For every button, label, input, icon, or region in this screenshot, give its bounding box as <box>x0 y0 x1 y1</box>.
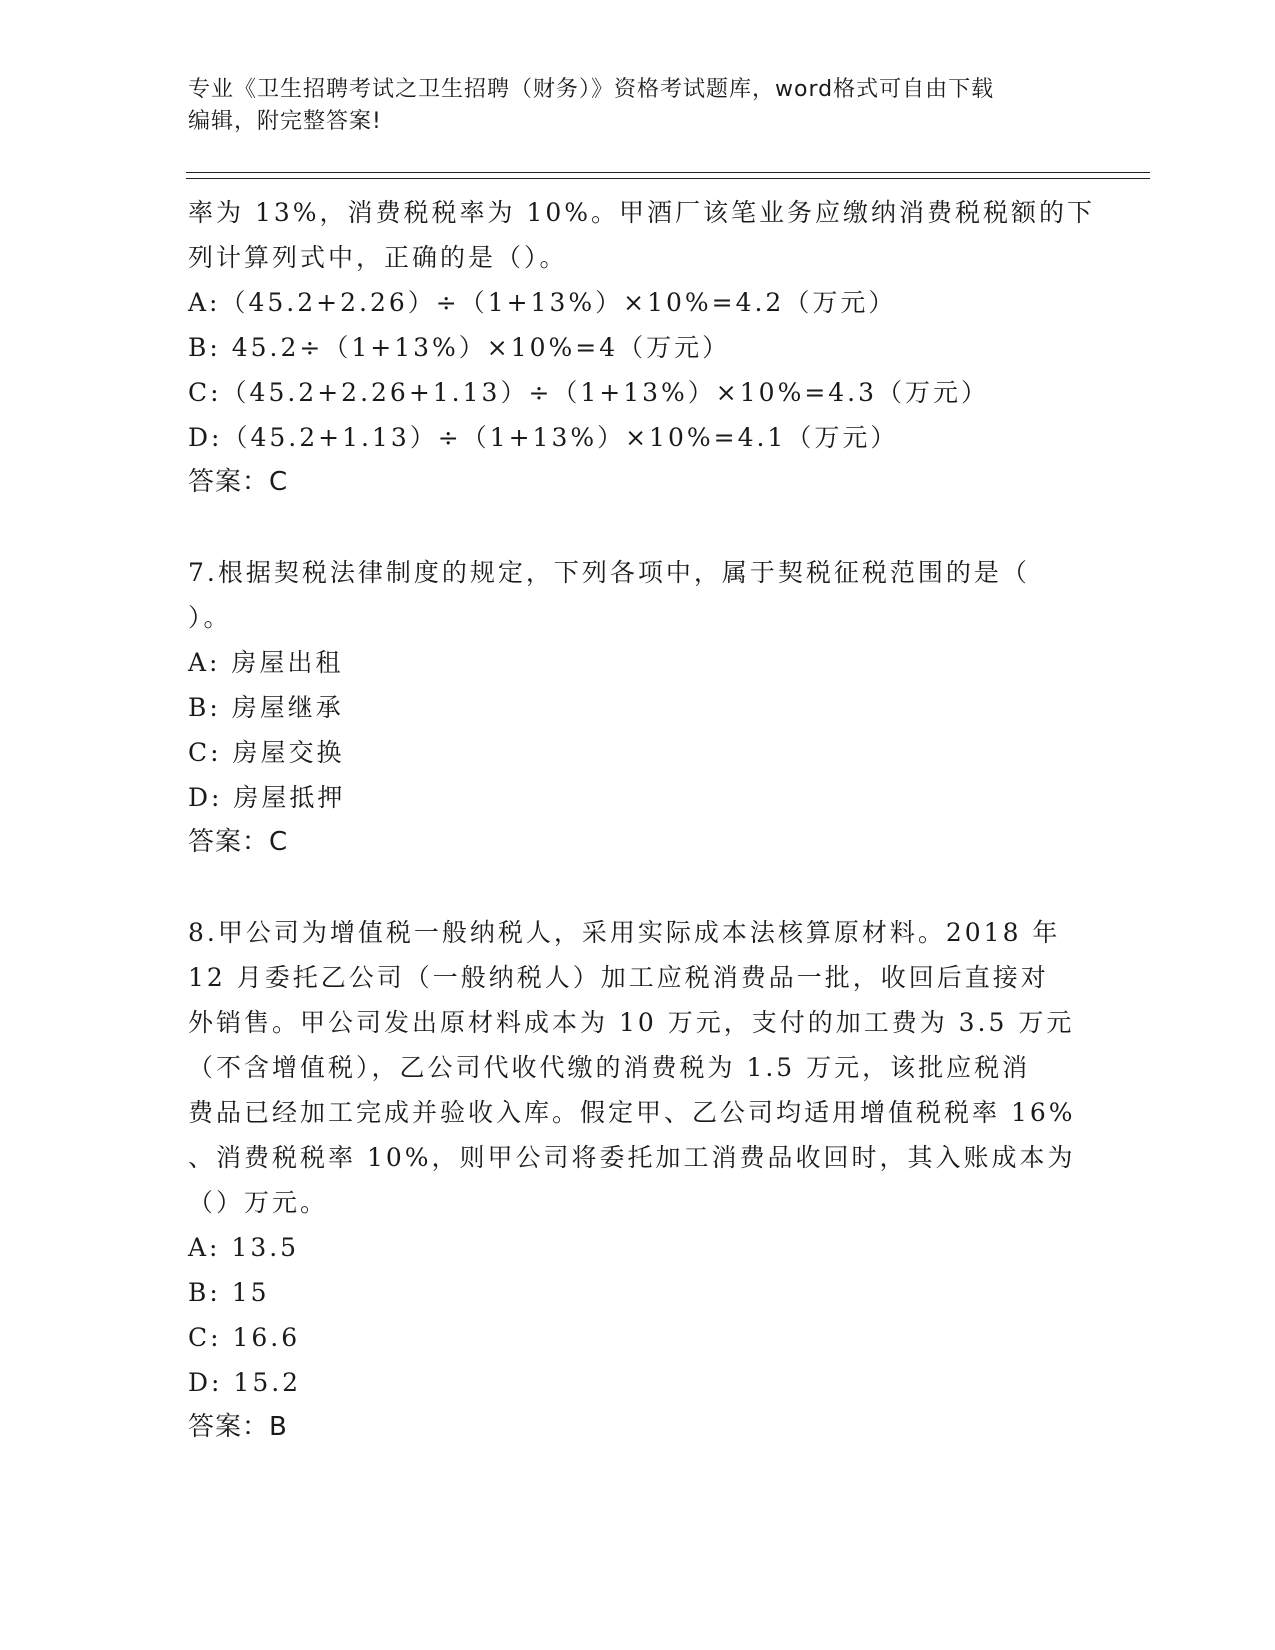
option-b: B: 15 <box>188 1278 270 1307</box>
option-b: B: 45.2÷（1+13%）×10%=4（万元） <box>188 333 731 362</box>
question-stem-line: 外销售。甲公司发出原材料成本为 10 万元，支付的加工费为 3.5 万元 <box>188 1008 1075 1037</box>
header-divider-bottom <box>186 178 1150 179</box>
question-stem-line: 、消费税税率 10%，则甲公司将委托加工消费品收回时，其入账成本为 <box>188 1143 1076 1172</box>
option-a: A: 13.5 <box>188 1233 300 1262</box>
question-stem-line: 列计算列式中，正确的是（）。 <box>188 243 568 272</box>
option-b: B: 房屋继承 <box>188 693 344 722</box>
answer-line: 答案：C <box>188 827 289 857</box>
answer-line: 答案：C <box>188 467 289 497</box>
question-stem-line: 率为 13%，消费税税率为 10%。甲酒厂该笔业务应缴纳消费税税额的下 <box>188 198 1096 227</box>
question-stem-line: （）万元。 <box>188 1188 329 1217</box>
document-header <box>188 74 1088 138</box>
question-stem-line: 费品已经加工完成并验收入库。假定甲、乙公司均适用增值税税率 16% <box>188 1098 1076 1127</box>
spacer <box>188 865 1088 910</box>
header-divider-top <box>186 172 1150 173</box>
option-a: A:（45.2+2.26）÷（1+13%）×10%=4.2（万元） <box>188 288 897 317</box>
question-stem-line: 12 月委托乙公司（一般纳税人）加工应税消费品一批，收回后直接对 <box>188 963 1049 992</box>
question-stem-line: ）。 <box>188 603 232 632</box>
option-c: C: 房屋交换 <box>188 738 345 767</box>
header-line-2: 编辑，附完整答案! <box>188 109 382 134</box>
question-6 <box>188 190 1096 505</box>
option-d: D: 15.2 <box>188 1368 302 1397</box>
spacer <box>188 505 1088 550</box>
question-stem-line: 7.根据契税法律制度的规定，下列各项中，属于契税征税范围的是（ <box>188 558 1030 587</box>
option-d: D:（45.2+1.13）÷（1+13%）×10%=4.1（万元） <box>188 423 899 452</box>
question-stem-line: 8.甲公司为增值税一般纳税人，采用实际成本法核算原材料。2018 年 <box>188 918 1061 947</box>
question-content <box>188 190 1096 1450</box>
question-stem-line: （不含增值税），乙公司代收代缴的消费税为 1.5 万元，该批应税消 <box>188 1053 1031 1082</box>
question-8 <box>188 910 1088 1450</box>
option-c: C:（45.2+2.26+1.13）÷（1+13%）×10%=4.3（万元） <box>188 378 990 407</box>
option-d: D: 房屋抵押 <box>188 783 346 812</box>
answer-line: 答案：B <box>188 1412 288 1442</box>
header-line-1: 专业《卫生招聘考试之卫生招聘（财务）》资格考试题库，word格式可自由下载 <box>188 77 995 102</box>
question-7 <box>188 550 1088 865</box>
option-c: C: 16.6 <box>188 1323 301 1352</box>
option-a: A: 房屋出租 <box>188 648 344 677</box>
